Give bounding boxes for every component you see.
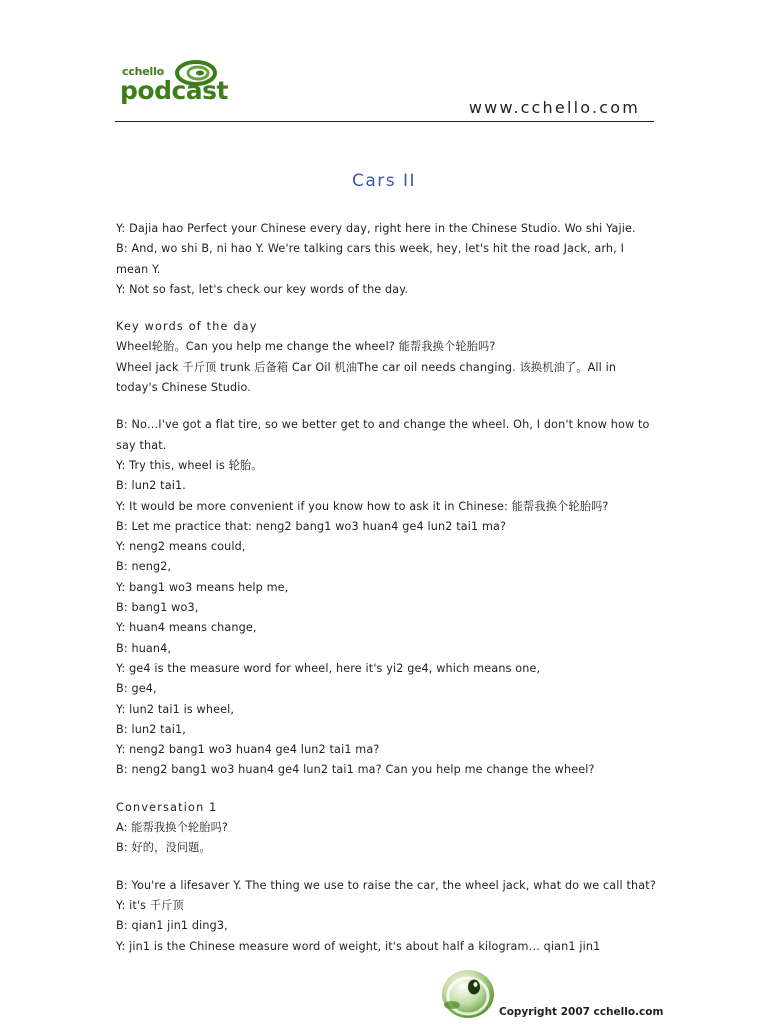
transcript-line: B: And, wo shi B, ni hao Y. We're talking cars this week, hey, let's hit the road Jack, arh, I: [116, 242, 625, 256]
transcript-line: Key words of the day: [116, 320, 258, 334]
transcript-line: Y: huan4 means change,: [116, 621, 257, 635]
transcript-line: mean Y.: [116, 262, 161, 276]
copyright-notice: Copyright 2007 cchello.com: [499, 1006, 664, 1018]
paragraph-gap: [116, 781, 661, 798]
cchello-mascot-icon: [438, 965, 498, 1021]
transcript-body: [116, 219, 661, 957]
transcript-line: say that.: [116, 438, 167, 452]
transcript-line: Y: Dajia hao Perfect your Chinese every day, right here in the Chinese Studio. Wo shi Yajie.: [116, 222, 636, 235]
logo-small-text: cchello: [122, 65, 165, 78]
transcript-line: Y: neng2 bang1 wo3 huan4 ge4 lun2 tai1 ma?: [116, 743, 380, 757]
paragraph-gap: [116, 859, 661, 876]
transcript-line: today's Chinese Studio.: [116, 381, 251, 395]
transcript-line: Y: lun2 tai1 is wheel,: [116, 702, 235, 716]
site-url[interactable]: www.cchello.com: [468, 98, 640, 117]
paragraph-gap: [116, 398, 661, 415]
transcript-line: B: ge4,: [116, 682, 157, 696]
transcript-line: B: qian1 jin1 ding3,: [116, 919, 228, 933]
cchello-podcast-logo: [120, 60, 230, 110]
transcript-line: B: neng2,: [116, 560, 172, 574]
transcript-line: B: lun2 tai1.: [116, 479, 186, 493]
header-divider: [115, 121, 654, 122]
transcript-line: Wheel jack 千斤顶 trunk 后备箱 Car Oil 机油The car oil needs changing. 该换机油了。All in: [116, 360, 617, 374]
transcript-line: B: Let me practice that: neng2 bang1 wo3 huan4 ge4 lun2 tai1 ma?: [116, 519, 507, 533]
transcript-line: B: neng2 bang1 wo3 huan4 ge4 lun2 tai1 ma? Can you help me change the wheel?: [116, 763, 595, 777]
transcript-line: B: You're a lifesaver Y. The thing we use to raise the car, the wheel jack, what do we call that?: [116, 878, 656, 892]
transcript-line: Y: it's 千斤顶: [116, 898, 184, 912]
transcript-line: Y: jin1 is the Chinese measure word of weight, it's about half a kilogram… qian1 jin1: [116, 939, 601, 953]
transcript-line: Y: It would be more convenient if you know how to ask it in Chinese: 能帮我换个轮胎吗?: [116, 499, 609, 513]
logo-big-text: podcast: [120, 76, 228, 105]
transcript-line: Y: ge4 is the measure word for wheel, here it's yi2 ge4, which means one,: [116, 661, 541, 675]
transcript-line: B: 好的，没问题。: [116, 841, 211, 855]
transcript-line: Y: neng2 means could,: [116, 540, 246, 554]
transcript-line: B: bang1 wo3,: [116, 601, 199, 615]
transcript-line: Wheel轮胎。Can you help me change the wheel? 能帮我换个轮胎吗?: [116, 340, 496, 354]
page-title: Cars II: [351, 171, 417, 191]
transcript-line: Conversation 1: [116, 800, 218, 814]
paragraph-gap: [116, 300, 661, 317]
transcript-line: B: huan4,: [116, 641, 172, 655]
transcript-line: Y: Try this, wheel is 轮胎。: [116, 458, 263, 472]
transcript-line: B: lun2 tai1,: [116, 722, 186, 736]
transcript-line: A: 能帮我换个轮胎吗?: [116, 821, 229, 835]
transcript-line: Y: bang1 wo3 means help me,: [116, 580, 289, 594]
transcript-line: B: No…I've got a flat tire, so we better get to and change the wheel. Oh, I don't know how to: [116, 418, 650, 432]
transcript-line: Y: Not so fast, let's check our key words of the day.: [116, 282, 409, 296]
